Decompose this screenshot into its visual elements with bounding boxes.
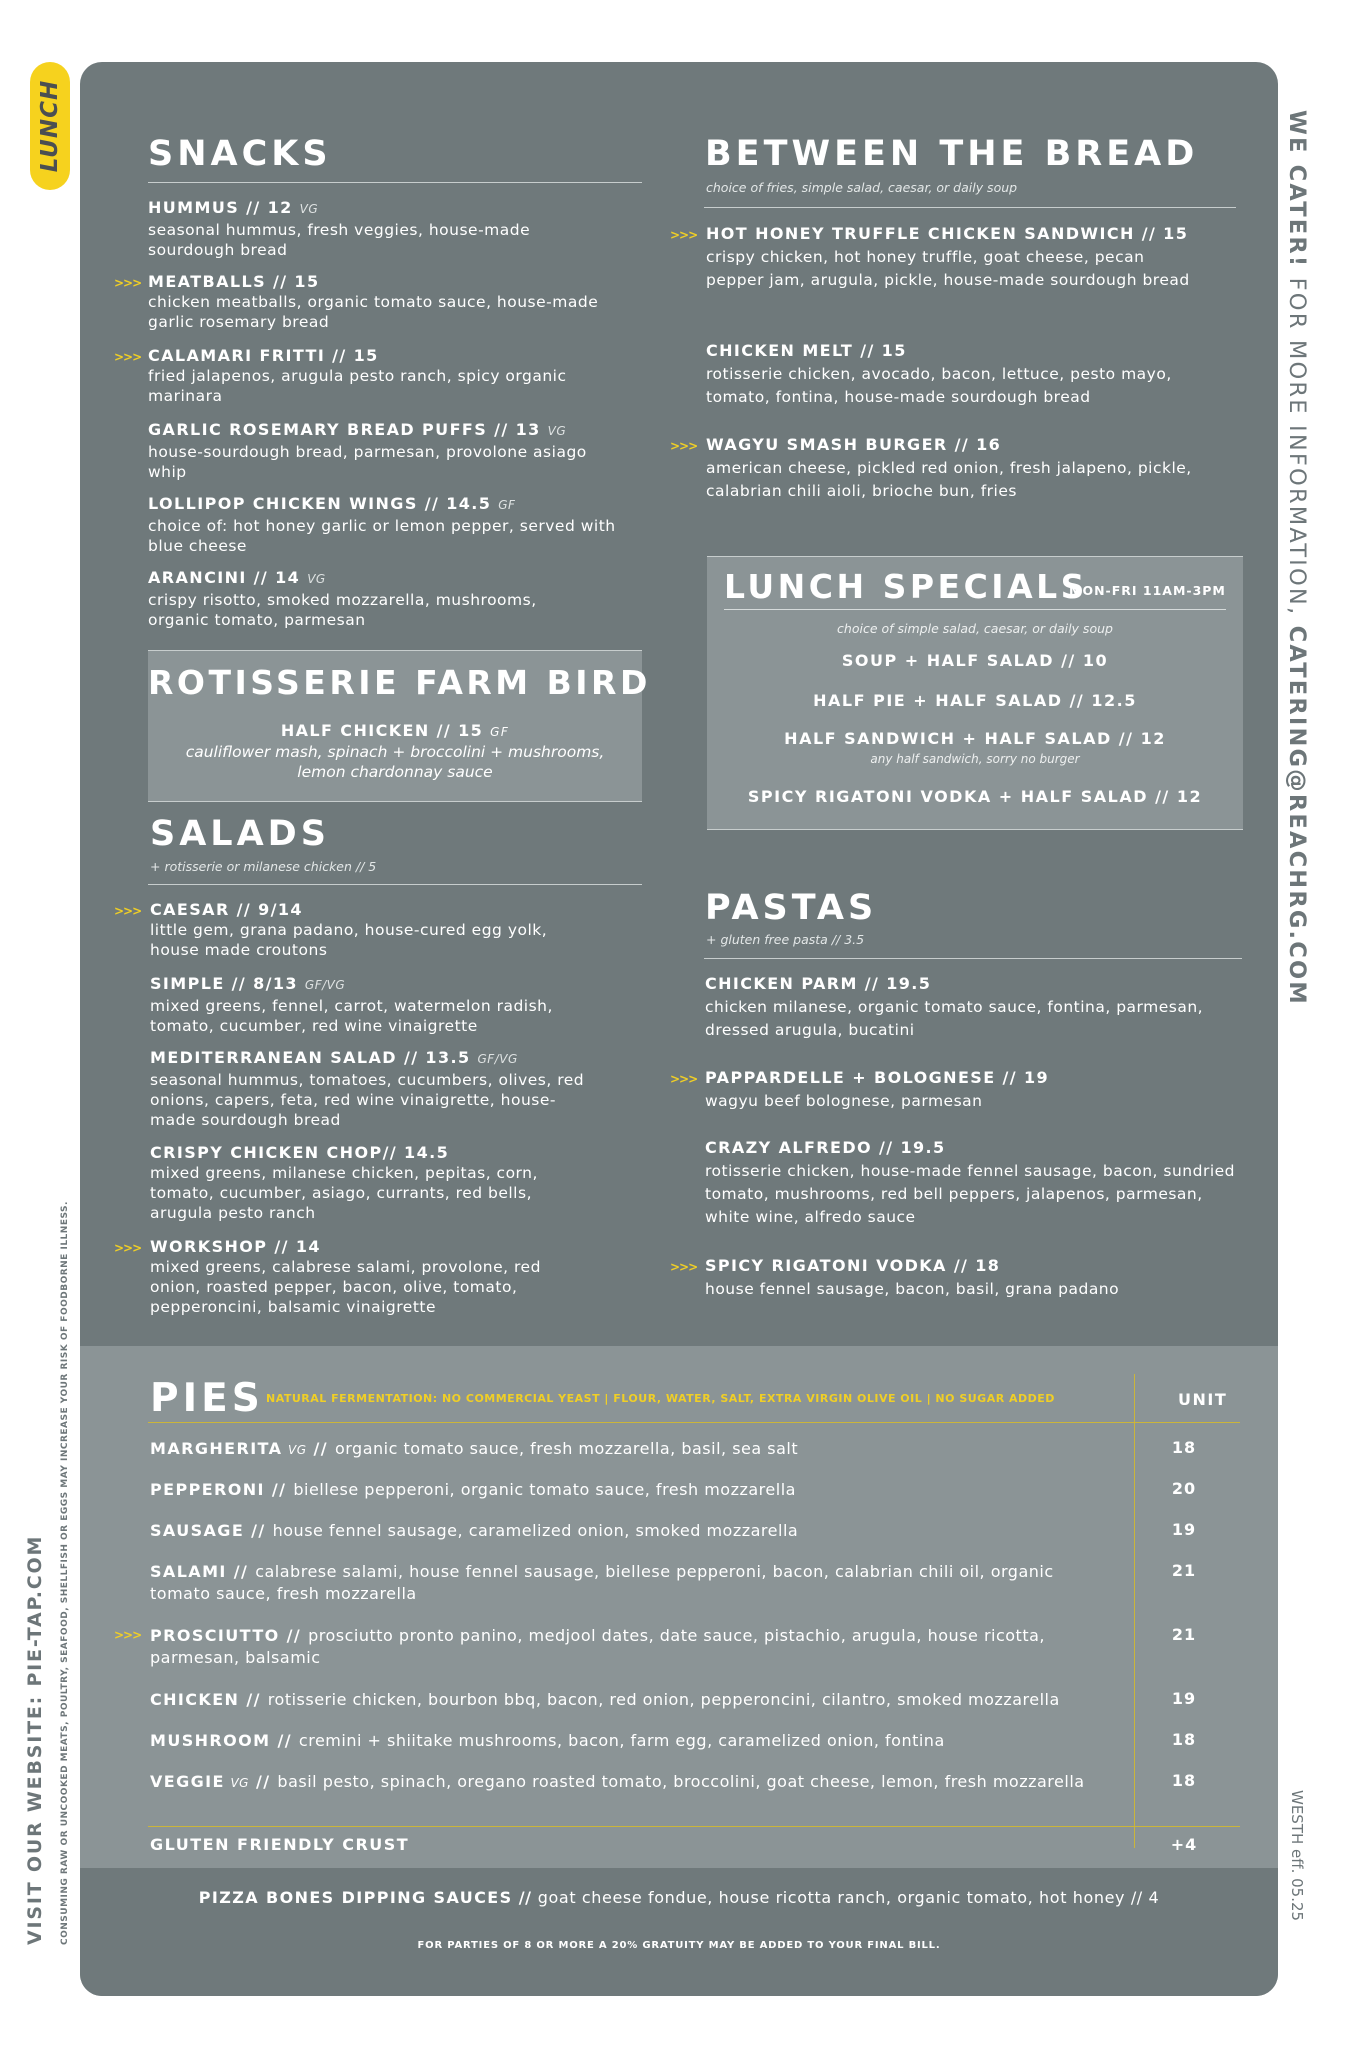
salad-item [150, 1047, 600, 1130]
specials-subtitle: choice of simple salad, caesar, or daily soup [837, 621, 1113, 636]
featured-marker: >>> [670, 1072, 698, 1086]
item-name: CRISPY CHICKEN CHOP// 14.5 [150, 1143, 450, 1162]
pie-separator: // [239, 1690, 268, 1709]
pie-name: SAUSAGE [150, 1521, 245, 1540]
special-item: HALF SANDWICH + HALF SALAD // 12 [784, 729, 1166, 748]
pies-column-divider [1134, 1374, 1135, 1848]
item-name: HUMMUS // 12 [148, 198, 293, 217]
pie-separator: // [244, 1521, 273, 1540]
salads-subtitle: + rotisserie or milanese chicken // 5 [150, 859, 377, 874]
pastas-subtitle: + gluten free pasta // 3.5 [706, 932, 865, 947]
pie-name: CHICKEN [150, 1690, 240, 1709]
more-info-text: FOR MORE INFORMATION, [1284, 268, 1310, 626]
pasta-item [705, 1136, 1250, 1229]
pie-price: 21 [1171, 1625, 1197, 1644]
pie-desc: biellese pepperoni, organic tomato sauce, fresh mozzarella [293, 1480, 796, 1499]
item-desc: crispy risotto, smoked mozzarella, mushrooms, organic tomato, parmesan [148, 591, 537, 629]
item-name: CHICKEN PARM // 19.5 [705, 974, 932, 993]
pie-separator: // [248, 1772, 278, 1791]
pie-desc: prosciutto pronto panino, medjool dates, date sauce, pistachio, arugula, house ricotta, parmesan, balsamic [150, 1626, 1045, 1667]
pie-separator: // [226, 1562, 256, 1581]
item-name: CAESAR // 9/14 [150, 900, 303, 919]
featured-marker: >>> [670, 228, 698, 242]
featured-marker: >>> [670, 1260, 698, 1274]
bread-item [706, 339, 1226, 409]
pie-name: MARGHERITA [150, 1439, 283, 1458]
pie-item [150, 1625, 1110, 1669]
lunch-specials-box [707, 556, 1243, 830]
diet-tag: GF [490, 725, 510, 739]
diet-tag: VG [307, 572, 326, 586]
pasta-item [705, 972, 1245, 1042]
pie-price: 18 [1171, 1771, 1197, 1790]
pie-desc: calabrese salami, house fennel sausage, biellese pepperoni, bacon, calabrian chili oil, organic tomato sauce, fresh mozzarella [150, 1562, 1054, 1603]
salad-item [150, 1142, 590, 1223]
diet-tag: VG [547, 424, 567, 438]
menu-version: WESTH eff. 05.25 [1288, 1790, 1306, 1922]
pies-footer-rule [148, 1826, 1240, 1827]
item-desc: fried jalapenos, arugula pesto ranch, spicy organic marinara [148, 367, 567, 405]
catering-line [1284, 110, 1310, 1006]
pie-desc: cremini + shiitake mushrooms, bacon, farm egg, caramelized onion, fontina [298, 1731, 945, 1750]
item-name: WAGYU SMASH BURGER // 16 [706, 435, 1002, 454]
item-desc: mixed greens, fennel, carrot, watermelon radish, tomato, cucumber, red wine vinaigrette [150, 997, 553, 1035]
pie-name: VEGGIE [150, 1772, 225, 1791]
item-desc: rotisserie chicken, house-made fennel sausage, bacon, sundried tomato, mushrooms, red bell peppers, jalapenos, parmesan, white wine, alfredo sauce [705, 1162, 1236, 1226]
bread-subtitle: choice of fries, simple salad, caesar, or daily soup [706, 180, 1018, 195]
pie-item [150, 1438, 1110, 1461]
featured-marker: >>> [114, 904, 142, 918]
featured-marker: >>> [114, 276, 142, 290]
lunch-specials-title: LUNCH SPECIALS [724, 567, 1088, 606]
item-name: CHICKEN MELT // 15 [706, 341, 907, 360]
item-name: SPICY RIGATONI VODKA // 18 [705, 1256, 1001, 1275]
dipping-label: PIZZA BONES DIPPING SAUCES [198, 1888, 513, 1907]
diet-tag: VG [288, 1443, 307, 1457]
item-name: SIMPLE // 8/13 [150, 974, 298, 993]
lunch-specials-hours: MON-FRI 11AM-3PM [1069, 583, 1226, 598]
salads-rule [148, 884, 642, 885]
item-desc: mixed greens, milanese chicken, pepitas, corn, tomato, cucumber, asiago, currants, red bells, arugula pesto ranch [150, 1164, 538, 1222]
item-name: GARLIC ROSEMARY BREAD PUFFS // 13 [148, 420, 541, 439]
pastas-rule [704, 958, 1242, 959]
diet-tag: GF/VG [304, 978, 346, 992]
item-desc: rotisserie chicken, avocado, bacon, lettuce, pesto mayo, tomato, fontina, house-made sourdough bread [706, 365, 1172, 406]
rotisserie-desc-2: lemon chardonnay sauce [297, 763, 493, 781]
pie-desc: organic tomato sauce, fresh mozzarella, basil, sea salt [334, 1439, 799, 1458]
item-desc: wagyu beef bolognese, parmesan [705, 1092, 983, 1110]
bread-title: BETWEEN THE BREAD [705, 134, 1199, 174]
pie-item [150, 1520, 1110, 1542]
item-desc: american cheese, pickled red onion, fresh jalapeno, pickle, calabrian chili aioli, brioche bun, fries [706, 459, 1192, 500]
featured-marker: >>> [114, 350, 142, 364]
item-name: MEDITERRANEAN SALAD // 13.5 [150, 1048, 471, 1067]
unit-header: UNIT [1178, 1390, 1228, 1409]
item-desc: house fennel sausage, bacon, basil, grana padano [705, 1280, 1120, 1298]
diet-tag: VG [299, 202, 319, 216]
salad-item [150, 1236, 590, 1317]
pie-separator: // [270, 1731, 299, 1750]
item-name: ARANCINI // 14 [148, 568, 301, 587]
pie-separator: // [279, 1626, 309, 1645]
snack-item [148, 493, 628, 556]
pie-name: MUSHROOM [150, 1731, 271, 1750]
item-desc: seasonal hummus, tomatoes, cucumbers, olives, red onions, capers, feta, red wine vinaigrette, house-made sourdough bread [150, 1071, 585, 1129]
pie-item [150, 1730, 1110, 1752]
pie-separator: // [264, 1480, 294, 1499]
salads-title: SALADS [150, 814, 330, 854]
diet-tag: VG [230, 1776, 249, 1790]
pie-price: 19 [1171, 1689, 1197, 1708]
item-desc: chicken meatballs, organic tomato sauce, house-made garlic rosemary bread [148, 293, 599, 331]
pie-price: 19 [1171, 1520, 1197, 1539]
special-item: SOUP + HALF SALAD // 10 [841, 651, 1109, 670]
dipping-separator: // [512, 1888, 538, 1907]
item-desc: crispy chicken, hot honey truffle, goat cheese, pecan pepper jam, arugula, pickle, house-made sourdough bread [706, 248, 1190, 289]
snack-item [148, 567, 598, 630]
pie-desc: house fennel sausage, caramelized onion, smoked mozzarella [272, 1521, 799, 1540]
lunch-tab [30, 62, 70, 190]
item-desc: chicken milanese, organic tomato sauce, fontina, parmesan, dressed arugula, bucatini [705, 998, 1204, 1039]
item-name: HOT HONEY TRUFFLE CHICKEN SANDWICH // 15 [706, 224, 1189, 243]
featured-marker: >>> [114, 1241, 142, 1255]
pastas-title: PASTAS [705, 888, 878, 928]
featured-marker: >>> [670, 439, 698, 453]
pie-name: SALAMI [150, 1562, 227, 1581]
diet-tag: GF/VG [477, 1052, 518, 1066]
pie-desc: basil pesto, spinach, oregano roasted tomato, broccolini, goat cheese, lemon, fresh mozzarella [277, 1772, 1085, 1791]
catering-email[interactable]: CATERING@REACHRG.COM [1284, 625, 1310, 1006]
snack-item [148, 271, 608, 332]
specials-rule [724, 609, 1226, 610]
diet-tag: GF [498, 498, 516, 512]
salad-item [150, 973, 610, 1036]
pie-separator: // [306, 1439, 335, 1458]
item-name: CRAZY ALFREDO // 19.5 [705, 1138, 946, 1157]
pies-title: PIES [150, 1376, 264, 1421]
pasta-item [705, 1066, 1245, 1113]
item-desc: house-sourdough bread, parmesan, provolone asiago whip [148, 443, 587, 481]
menu-panel [80, 62, 1278, 1996]
health-disclaimer: CONSUMING RAW OR UNCOOKED MEATS, POULTRY, SEAFOOD, SHELLFISH OR EGGS MAY INCREASE YOUR RISK OF FOODBORNE ILLNESS. [60, 1201, 70, 1945]
featured-marker: >>> [114, 1628, 142, 1642]
bread-item [706, 433, 1246, 503]
item-name: CALAMARI FRITTI // 15 [148, 346, 379, 365]
pie-name: PEPPERONI [150, 1480, 265, 1499]
dipping-sauces-bar [80, 1868, 1278, 1996]
item-desc: little gem, grana padano, house-cured egg yolk, house made croutons [150, 921, 548, 959]
pie-price: 18 [1171, 1730, 1197, 1749]
snack-item [148, 197, 608, 260]
website-link[interactable]: VISIT OUR WEBSITE: PIE-TAP.COM [24, 1534, 46, 1945]
gluten-friendly-price: +4 [1170, 1835, 1198, 1854]
gratuity-note: FOR PARTIES OF 8 OR MORE A 20% GRATUITY MAY BE ADDED TO YOUR FINAL BILL. [417, 1940, 941, 1951]
bread-item [706, 222, 1206, 292]
pie-item [150, 1771, 1110, 1794]
pies-header-rule [148, 1422, 1240, 1423]
special-item: SPICY RIGATONI VODKA + HALF SALAD // 12 [747, 787, 1203, 806]
rotisserie-desc-1: cauliflower mash, spinach + broccolini + mushrooms, [185, 743, 605, 761]
rotisserie-item: HALF CHICKEN // 15 [280, 721, 484, 740]
pie-price: 20 [1171, 1479, 1197, 1498]
rotisserie-title: ROTISSERIE FARM BIRD [148, 663, 651, 702]
pasta-item [705, 1254, 1245, 1301]
rotisserie-box [148, 650, 651, 802]
pie-item [150, 1689, 1110, 1711]
snack-item [148, 419, 608, 482]
snacks-title: SNACKS [148, 134, 332, 174]
item-name: PAPPARDELLE + BOLOGNESE // 19 [705, 1068, 1050, 1087]
item-name: LOLLIPOP CHICKEN WINGS // 14.5 [148, 494, 492, 513]
item-name: WORKSHOP // 14 [150, 1237, 321, 1256]
dipping-sauces-line [80, 1888, 1278, 1907]
we-cater-label: WE CATER! [1284, 110, 1310, 269]
salad-item [150, 899, 600, 960]
dipping-desc: goat cheese fondue, house ricotta ranch, organic tomato, hot honey // 4 [537, 1888, 1160, 1907]
snacks-rule [148, 182, 642, 183]
bread-rule [704, 207, 1236, 208]
item-desc: seasonal hummus, fresh veggies, house-made sourdough bread [148, 221, 531, 259]
pie-desc: rotisserie chicken, bourbon bbq, bacon, red onion, pepperoncini, cilantro, smoked mozzarella [267, 1690, 1060, 1709]
pies-tagline: NATURAL FERMENTATION: NO COMMERCIAL YEAST | FLOUR, WATER, SALT, EXTRA VIRGIN OLIVE OIL | NO SUGAR ADDED [266, 1392, 1055, 1405]
gluten-friendly-label: GLUTEN FRIENDLY CRUST [150, 1835, 410, 1854]
pies-section [80, 1346, 1278, 1868]
item-desc: choice of: hot honey garlic or lemon pepper, served with blue cheese [148, 517, 616, 555]
pie-item [150, 1561, 1110, 1605]
item-name: MEATBALLS // 15 [148, 272, 320, 291]
pie-price: 18 [1171, 1438, 1197, 1457]
snack-item [148, 345, 618, 406]
special-item: HALF PIE + HALF SALAD // 12.5 [813, 691, 1137, 710]
lunch-tab-label: LUNCH [37, 79, 63, 173]
pie-name: PROSCIUTTO [150, 1626, 280, 1645]
pie-item [150, 1479, 1110, 1501]
pie-price: 21 [1171, 1561, 1197, 1580]
item-desc: mixed greens, calabrese salami, provolone, red onion, roasted pepper, bacon, olive, tomato, pepperoncini, balsamic vinaigrette [150, 1258, 541, 1316]
special-note: any half sandwich, sorry no burger [870, 752, 1080, 766]
